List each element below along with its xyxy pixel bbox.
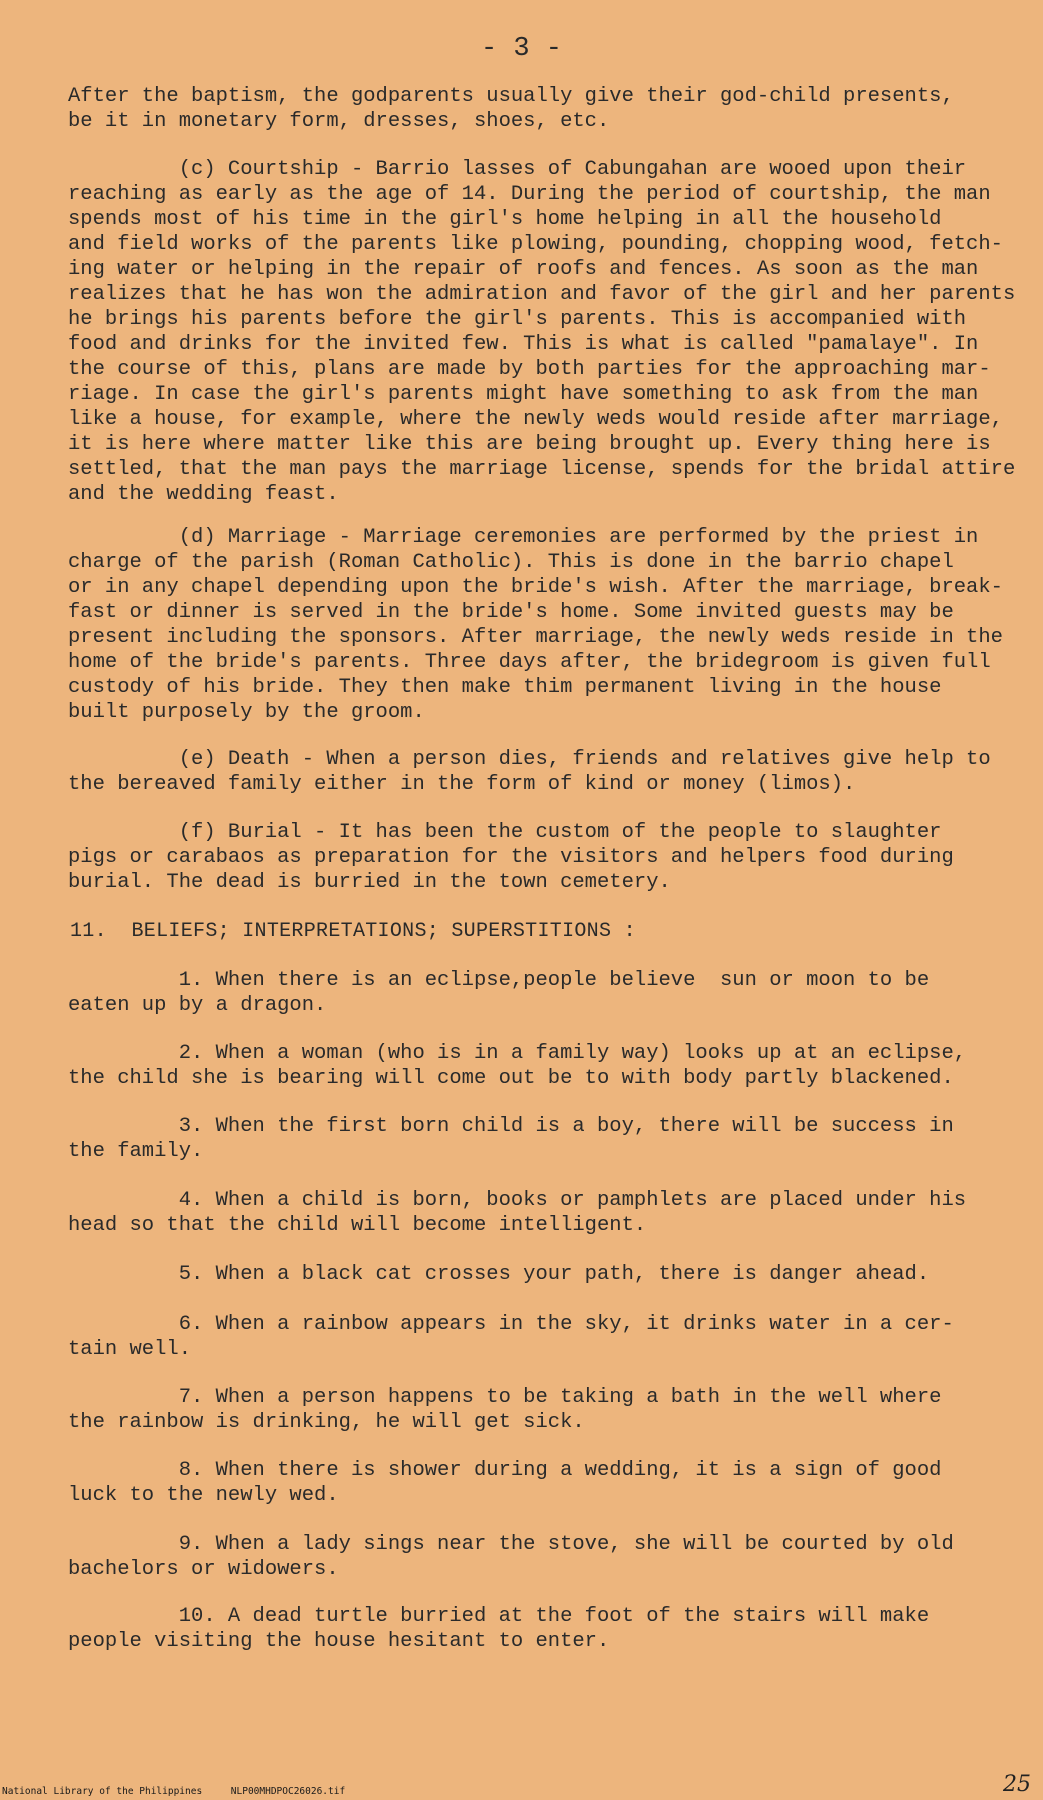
text-line: present including the sponsors. After marriage, the newly weds reside in the bbox=[68, 626, 1003, 649]
text-line: custody of his bride. They then make thim permanent living in the house bbox=[68, 676, 942, 699]
section-heading: 11. BELIEFS; INTERPRETATIONS; SUPERSTITIONS : bbox=[70, 920, 636, 943]
belief-item bbox=[68, 968, 1008, 1018]
text-line: the family. bbox=[68, 1140, 204, 1163]
text-line: like a house, for example, where the newly weds would reside after marriage, bbox=[68, 408, 1003, 431]
text-line: pigs or carabaos as preparation for the visitors and helpers food during bbox=[68, 846, 954, 869]
paragraph-death bbox=[68, 747, 1008, 797]
text-line: settled, that the man pays the marriage license, spends for the bridal attire bbox=[68, 458, 1016, 481]
belief-item bbox=[68, 1532, 1008, 1582]
text-line: 2. When a woman (who is in a family way) looks up at an eclipse, bbox=[68, 1042, 967, 1065]
text-line: built purposely by the groom. bbox=[68, 701, 425, 724]
belief-item bbox=[68, 1262, 1008, 1287]
text-line: burial. The dead is burried in the town cemetery. bbox=[68, 871, 671, 894]
text-line: (c) Courtship - Barrio lasses of Cabungahan are wooed upon their bbox=[68, 158, 967, 181]
text-line: or in any chapel depending upon the bride's wish. After the marriage, break- bbox=[68, 576, 1003, 599]
belief-item bbox=[68, 1385, 1008, 1435]
text-line: (f) Burial - It has been the custom of the people to slaughter bbox=[68, 821, 942, 844]
paragraph-courtship bbox=[68, 157, 1016, 507]
text-line: 9. When a lady sings near the stove, she will be courted by old bbox=[68, 1533, 954, 1556]
text-line: people visiting the house hesitant to enter. bbox=[68, 1630, 610, 1653]
text-line: be it in monetary form, dresses, shoes, etc. bbox=[68, 110, 610, 133]
belief-item bbox=[68, 1041, 1008, 1091]
text-line: bachelors or widowers. bbox=[68, 1558, 339, 1581]
text-line: eaten up by a dragon. bbox=[68, 994, 327, 1017]
text-line: tain well. bbox=[68, 1338, 192, 1361]
text-line: 6. When a rainbow appears in the sky, it drinks water in a cer- bbox=[68, 1313, 954, 1336]
page-number: - 3 - bbox=[480, 34, 562, 64]
text-line: the bereaved family either in the form of kind or money (limos). bbox=[68, 773, 856, 796]
text-line: 3. When the first born child is a boy, there will be success in bbox=[68, 1115, 954, 1138]
text-line: (d) Marriage - Marriage ceremonies are performed by the priest in bbox=[68, 526, 979, 549]
text-line: 10. A dead turtle burried at the foot of the stairs will make bbox=[68, 1605, 930, 1628]
text-line: it is here where matter like this are being brought up. Every thing here is bbox=[68, 433, 991, 456]
belief-item bbox=[68, 1312, 1008, 1362]
belief-item bbox=[68, 1188, 1008, 1238]
text-line: the child she is bearing will come out be to with body partly blackened. bbox=[68, 1067, 954, 1090]
text-line: 1. When there is an eclipse,people believe sun or moon to be bbox=[68, 969, 930, 992]
text-line: charge of the parish (Roman Catholic). This is done in the barrio chapel bbox=[68, 551, 954, 574]
text-line: After the baptism, the godparents usually give their god-child presents, bbox=[68, 85, 954, 108]
text-line: fast or dinner is served in the bride's home. Some invited guests may be bbox=[68, 601, 954, 624]
text-line: 5. When a black cat crosses your path, there is danger ahead. bbox=[68, 1263, 930, 1286]
text-line: the rainbow is drinking, he will get sick. bbox=[68, 1411, 585, 1434]
text-line: the course of this, plans are made by both parties for the approaching mar- bbox=[68, 358, 991, 381]
text-line: reaching as early as the age of 14. During the period of courtship, the man bbox=[68, 183, 991, 206]
text-line: 8. When there is shower during a wedding, it is a sign of good bbox=[68, 1459, 942, 1482]
belief-item bbox=[68, 1458, 1008, 1508]
text-line: luck to the newly wed. bbox=[68, 1484, 339, 1507]
archive-footer-label: National Library of the Philippines NLP00MHDPOC26026.tif bbox=[2, 1786, 346, 1797]
text-line: and the wedding feast. bbox=[68, 483, 339, 506]
text-line: riage. In case the girl's parents might have something to ask from the man bbox=[68, 383, 979, 406]
text-line: home of the bride's parents. Three days after, the bridegroom is given full bbox=[68, 651, 991, 674]
text-line: he brings his parents before the girl's parents. This is accompanied with bbox=[68, 308, 967, 331]
folio-number: 25 bbox=[1003, 1772, 1031, 1797]
text-line: (e) Death - When a person dies, friends and relatives give help to bbox=[68, 748, 991, 771]
text-line: food and drinks for the invited few. This is what is called "pamalaye". In bbox=[68, 333, 979, 356]
paragraph-baptism bbox=[68, 84, 1008, 134]
text-line: ing water or helping in the repair of roofs and fences. As soon as the man bbox=[68, 258, 979, 281]
belief-item bbox=[68, 1114, 1008, 1164]
belief-item bbox=[68, 1604, 1008, 1654]
paragraph-burial bbox=[68, 820, 1008, 895]
text-line: and field works of the parents like plowing, pounding, chopping wood, fetch- bbox=[68, 233, 1003, 256]
paragraph-marriage bbox=[68, 525, 1008, 725]
text-line: spends most of his time in the girl's home helping in all the household bbox=[68, 208, 942, 231]
text-line: head so that the child will become intelligent. bbox=[68, 1214, 647, 1237]
text-line: 4. When a child is born, books or pamphlets are placed under his bbox=[68, 1189, 967, 1212]
text-line: 7. When a person happens to be taking a bath in the well where bbox=[68, 1386, 942, 1409]
text-line: realizes that he has won the admiration and favor of the girl and her parents bbox=[68, 283, 1016, 306]
